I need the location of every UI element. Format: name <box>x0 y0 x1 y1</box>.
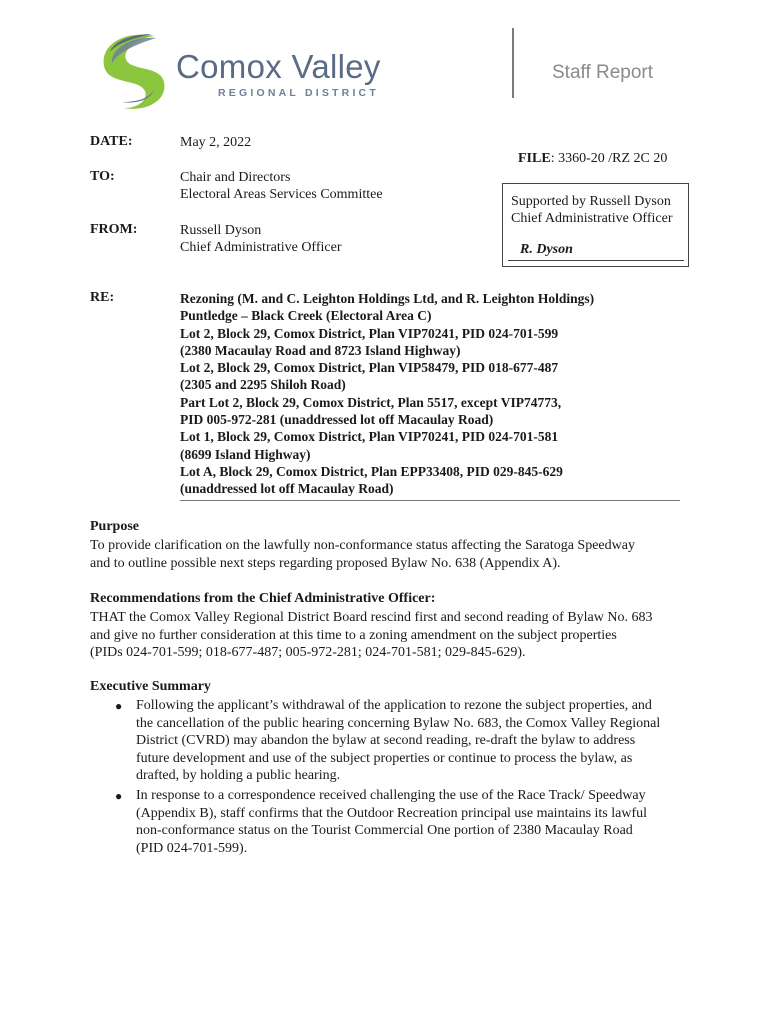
purpose-text <box>90 537 635 572</box>
date-value: May 2, 2022 <box>180 135 252 150</box>
re-divider <box>180 500 680 501</box>
support-line: Supported by Russell Dyson <box>511 194 671 209</box>
summary-line: drafted, by holding a public hearing. <box>136 768 341 783</box>
signature: R. Dyson <box>508 242 684 261</box>
re-line: Rezoning (M. and C. Leighton Holdings Ltd, and R. Leighton Holdings) <box>180 291 595 306</box>
re-line: Puntledge – Black Creek (Electoral Area C) <box>180 308 432 324</box>
report-type: Staff Report <box>552 62 654 83</box>
re-line: (unaddressed lot off Macaulay Road) <box>180 481 394 497</box>
recommendation-line: and give no further consideration at this time to a zoning amendment on the subject properties <box>90 627 617 643</box>
recommendations-text <box>90 609 653 662</box>
re-line: Lot 1, Block 29, Comox District, Plan VIP70241, PID 024-701-581 <box>180 429 559 445</box>
recommendations-heading: Recommendations from the Chief Administrative Officer: <box>90 591 436 606</box>
summary-line: (PID 024-701-599). <box>136 840 248 856</box>
file-value: : 3360-20 /RZ 2C 20 <box>550 151 668 166</box>
summary-bullet <box>136 787 647 857</box>
header-divider <box>512 28 514 98</box>
purpose-line: To provide clarification on the lawfully non-conformance status affecting the Saratoga Speedway <box>90 538 635 553</box>
summary-line: (Appendix B), staff confirms that the Outdoor Recreation principal use maintains its lawful <box>136 805 648 821</box>
to-line: Chair and Directors <box>180 170 291 185</box>
summary-line: non-conformance status on the Tourist Commercial One portion of 2380 Macaulay Road <box>136 823 633 838</box>
date-label: DATE: <box>90 134 133 149</box>
re-subject <box>180 290 594 498</box>
from-label: FROM: <box>90 222 138 237</box>
summary-line: In response to a correspondence received challenging the use of the Race Track/ Speedway <box>136 788 646 803</box>
from-block <box>180 222 341 256</box>
re-line: (2305 and 2295 Shiloh Road) <box>180 377 346 393</box>
bullet-icon: ● <box>115 699 123 713</box>
re-line: (2380 Macaulay Road and 8723 Island Highway) <box>180 342 461 358</box>
re-label: RE: <box>90 290 115 305</box>
file-number <box>518 151 667 167</box>
re-line: (8699 Island Highway) <box>180 446 311 462</box>
re-line: Part Lot 2, Block 29, Comox District, Plan 5517, except VIP74773, <box>180 394 562 410</box>
re-line: Lot 2, Block 29, Comox District, Plan VIP58479, PID 018-677-487 <box>180 360 559 376</box>
re-line: Lot 2, Block 29, Comox District, Plan VIP70241, PID 024-701-599 <box>180 325 559 341</box>
summary-line: the cancellation of the public hearing concerning Bylaw No. 683, the Comox Valley Regional <box>136 715 661 731</box>
file-label: FILE <box>518 151 551 166</box>
purpose-line: and to outline possible next steps regarding proposed Bylaw No. 638 (Appendix A). <box>90 555 561 571</box>
cvrd-logo-mark <box>96 30 176 110</box>
to-line: Electoral Areas Services Committee <box>180 187 383 202</box>
from-line: Russell Dyson <box>180 223 262 238</box>
re-line: PID 005-972-281 (unaddressed lot off Macaulay Road) <box>180 412 494 428</box>
summary-line: future development and use of the subject properties or continue to process the bylaw, as <box>136 750 633 766</box>
summary-line: Following the applicant’s withdrawal of the application to rezone the subject properties, and <box>136 698 652 713</box>
bullet-icon: ● <box>115 789 123 803</box>
summary-bullet <box>136 697 660 785</box>
logo-subtitle: REGIONAL DISTRICT <box>218 87 379 99</box>
support-line: Chief Administrative Officer <box>511 211 673 226</box>
from-line: Chief Administrative Officer <box>180 240 342 255</box>
purpose-heading: Purpose <box>90 519 139 534</box>
summary-line: District (CVRD) may abandon the bylaw at second reading, re-draft the bylaw to address <box>136 733 636 748</box>
re-line: Lot A, Block 29, Comox District, Plan EPP33408, PID 029-845-629 <box>180 463 563 479</box>
logo-name: Comox Valley <box>176 48 381 85</box>
to-block <box>180 169 383 203</box>
recommendation-line: THAT the Comox Valley Regional District Board rescind first and second reading of Bylaw No. 683 <box>90 610 653 625</box>
to-label: TO: <box>90 169 115 184</box>
executive-summary-heading: Executive Summary <box>90 679 211 694</box>
recommendation-line: (PIDs 024-701-599; 018-677-487; 005-972-281; 024-701-581; 029-845-629). <box>90 645 526 660</box>
